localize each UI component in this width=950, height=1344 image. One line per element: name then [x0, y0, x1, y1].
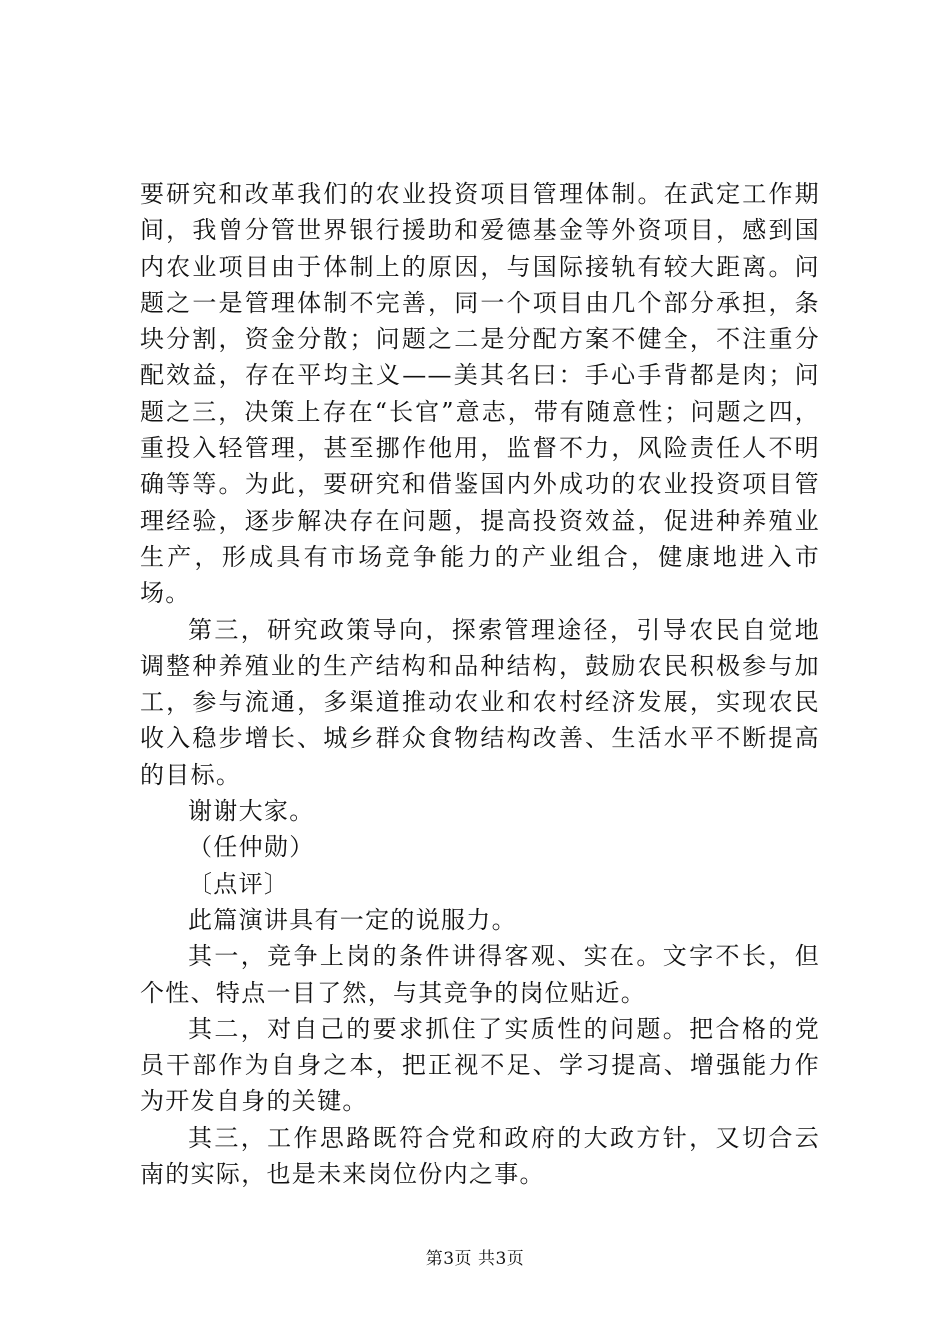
- paragraph-project-management: 要研究和改革我们的农业投资项目管理体制。在武定工作期间，我曾分管世界银行援助和爱德基金等外资项目，感到国内农业项目由于体制上的原因，与国际接轨有较大距离。问题之一是管理体制不完善，同一个项目由几个部分承担，条块分割，资金分散；问题之二是分配方案不健全，不注重分配效益，存在平均主义——美其名曰：手心手背都是肉；问题之三，决策上存在“长官”意志，带有随意性；问题之四，重投入轻管理，甚至挪作他用，监督不力，风险责任人不明确等等。为此，要研究和借鉴国内外成功的农业投资项目管理经验，逐步解决存在问题，提高投资效益，促进种养殖业生产，形成具有市场竞争能力的产业组合，健康地进入市场。: [140, 180, 820, 608]
- page-number-label: 第3页 共3页: [425, 1249, 525, 1269]
- page-footer: [0, 1244, 950, 1269]
- paragraph-thanks: 谢谢大家。: [188, 797, 315, 826]
- paragraph-comment-intro: 此篇演讲具有一定的说服力。: [188, 905, 517, 934]
- paragraph-comment-heading: 〔点评〕: [188, 869, 290, 898]
- paragraph-author: （任仲勋）: [188, 833, 315, 862]
- paragraph-comment-second: 其二，对自己的要求抓住了实质性的问题。把合格的党员干部作为自身之本，把正视不足、学习提高、增强能力作为开发自身的关键。: [140, 1014, 820, 1116]
- paragraph-comment-first: 其一，竞争上岗的条件讲得客观、实在。文字不长，但个性、特点一目了然，与其竞争的岗位贴近。: [140, 942, 820, 1007]
- body-text: [140, 176, 820, 1192]
- paragraph-third-point: 第三，研究政策导向，探索管理途径，引导农民自觉地调整种养殖业的生产结构和品种结构，鼓励农民积极参与加工，参与流通，多渠道推动农业和农村经济发展，实现农民收入稳步增长、城乡群众食物结构改善、生活水平不断提高的目标。: [140, 615, 820, 789]
- paragraph-comment-third: 其三，工作思路既符合党和政府的大政方针，又切合云南的实际，也是未来岗位份内之事。: [140, 1123, 820, 1189]
